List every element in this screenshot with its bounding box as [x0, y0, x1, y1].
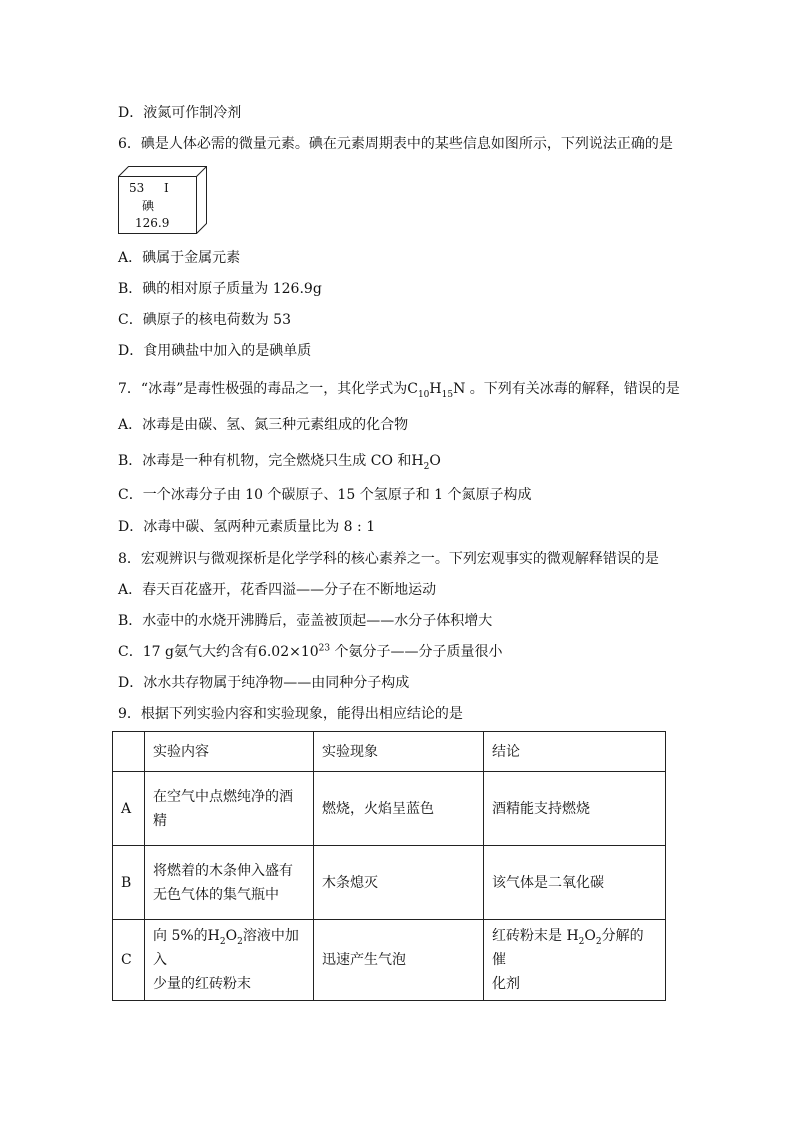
table-row [113, 772, 666, 846]
q8-option-a: A．春天百花盛开，花香四溢——分子在不断地运动 [118, 582, 437, 598]
row-label: B [113, 846, 145, 920]
q8-option-c: C．17 g氨气大约含有$6.02\times 10^{23}$ 个氨分子——分子质量很小 [118, 643, 503, 660]
q8-option-d: D．冰水共存物属于纯净物——由同种分子构成 [118, 675, 410, 691]
table-header-cell: 结论 [484, 732, 666, 772]
q8-option-b: B．水壶中的水烧开沸腾后，壶盖被顶起——水分子体积增大 [118, 613, 493, 629]
q7-option-d: D．冰毒中碳、氢两种元素质量比为 8 : 1 [118, 519, 376, 535]
row-conclusion: 酒精能支持燃烧 [484, 772, 666, 846]
table-header-cell: 实验内容 [145, 732, 314, 772]
element-cell-iodine [118, 166, 208, 234]
q5-option-d: D．液氮可作制冷剂 [118, 105, 242, 121]
row-label: C [113, 920, 145, 1001]
q6-option-d: D．食用碘盐中加入的是碘单质 [118, 343, 312, 359]
q9-stem: 9．根据下列实验内容和实验现象，能得出相应结论的是 [118, 706, 463, 722]
table-row [113, 846, 666, 920]
row-content: 向 5%的$H_2O_2$溶液中加入 少量的红砖粉末 [145, 920, 314, 1001]
row-content: 将燃着的木条伸入盛有 无色气体的集气瓶中 [145, 846, 314, 920]
row-phenomenon: 燃烧，火焰呈蓝色 [314, 772, 484, 846]
q7-option-c: C．一个冰毒分子由 10 个碳原子、15 个氢原子和 1 个氮原子构成 [118, 487, 532, 503]
q7-stem: 7．“冰毒”是毒性极强的毒品之一，其化学式为$C_{10}H_{15}N$ 。下列有关冰毒的解释，错误的是 [118, 381, 680, 400]
row-conclusion: 红砖粉末是 $H_2O_2$分解的催 化剂 [484, 920, 666, 1001]
table-header-cell: 实验现象 [314, 732, 484, 772]
q9-experiment-table [112, 731, 666, 1001]
q6-stem: 6．碘是人体必需的微量元素。碘在元素周期表中的某些信息如图所示，下列说法正确的是 [118, 136, 673, 152]
table-header-row [113, 732, 666, 772]
q7-option-a: A．冰毒是由碳、氢、氮三种元素组成的化合物 [118, 417, 409, 433]
table-row [113, 920, 666, 1001]
element-symbol: I [164, 181, 169, 195]
q7-option-b: B．冰毒是一种有机物，完全燃烧只生成 CO 和$H_2O$ [118, 453, 441, 472]
element-name: 碘 [142, 199, 155, 213]
q8-stem: 8．宏观辨识与微观探析是化学学科的核心素养之一。下列宏观事实的微观解释错误的是 [118, 551, 659, 567]
row-conclusion: 该气体是二氧化碳 [484, 846, 666, 920]
row-content: 在空气中点燃纯净的酒 精 [145, 772, 314, 846]
q6-option-a: A．碘属于金属元素 [118, 250, 241, 266]
element-atomic-mass: 126.9 [135, 216, 170, 230]
row-phenomenon: 木条熄灭 [314, 846, 484, 920]
table-header-cell [113, 732, 145, 772]
row-phenomenon: 迅速产生气泡 [314, 920, 484, 1001]
q6-option-b: B．碘的相对原子质量为 126.9g [118, 281, 322, 297]
row-label: A [113, 772, 145, 846]
q6-option-c: C．碘原子的核电荷数为 53 [118, 312, 291, 328]
element-atomic-number: 53 [129, 181, 145, 195]
